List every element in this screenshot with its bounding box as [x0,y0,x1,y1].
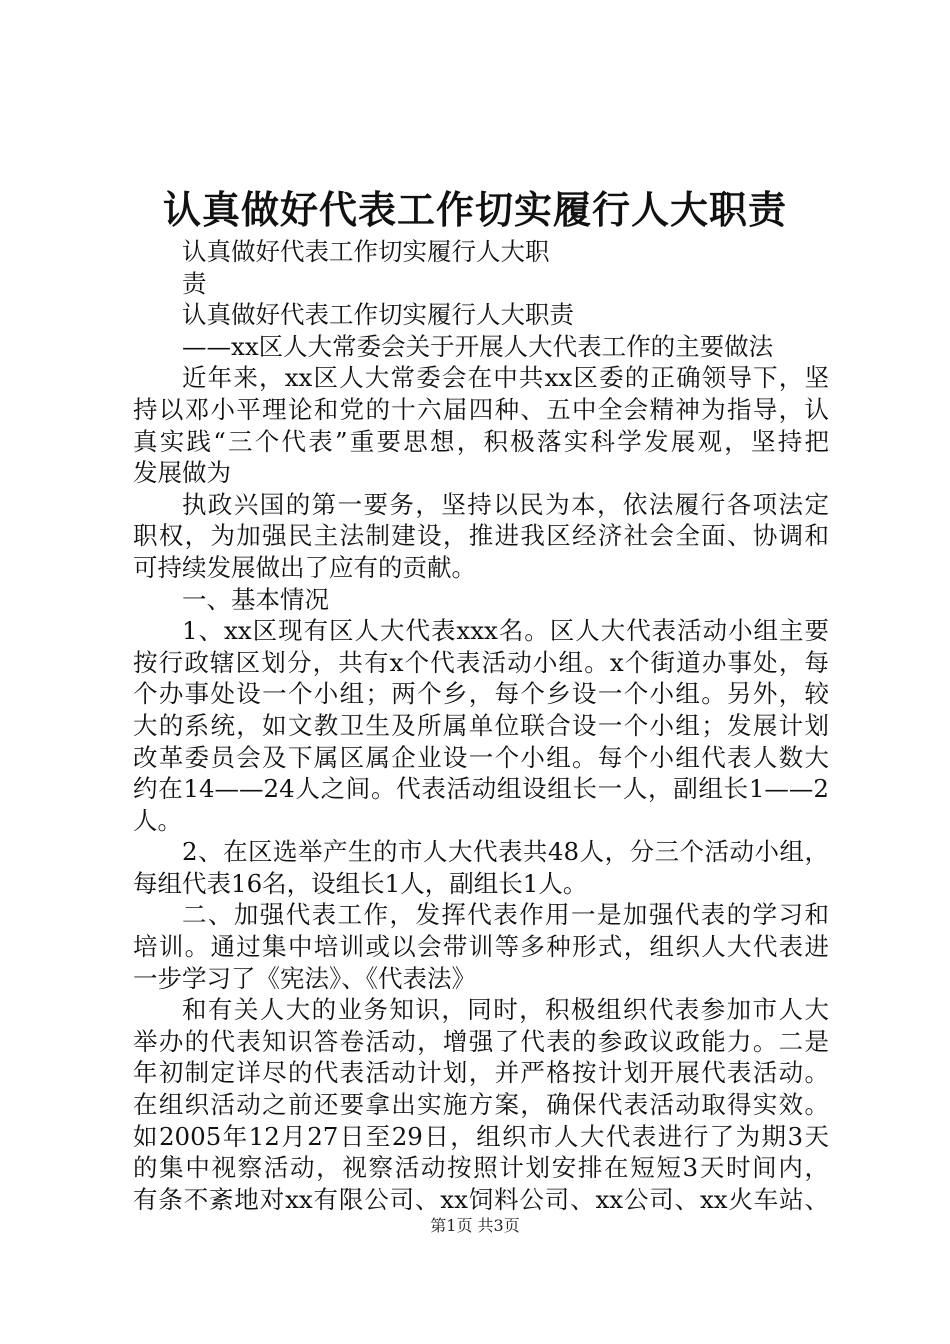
text-line: 职权，为加强民主法制建设，推进我区经济社会全面、协调和 [133,521,829,551]
page-footer: 第1页 共3页 [430,1216,520,1235]
text-line: 培训。通过集中培训或以会带训等多种形式，组织人大代表进 [133,932,829,962]
text-line: 二、加强代表工作，发挥代表作用一是加强代表的学习和 [182,900,829,930]
text-line: 真实践“三个代表”重要思想，积极落实科学发展观，坚持把 [133,426,829,456]
document-body [133,236,829,1215]
text-line: ——xx区人大常委会关于开展人大代表工作的主要做法 [182,331,774,361]
text-line: 责 [182,268,207,298]
text-line: 一步学习了《宪法》、《代表法》 [133,963,476,993]
text-line: 持以邓小平理论和党的十六届四种、五中全会精神为指导，认 [133,394,829,424]
text-line: 1、xx区现有区人大代表xxx名。区人大代表活动小组主要 [182,616,829,646]
text-line: 的集中视察活动，视察活动按照计划安排在短短3天时间内， [133,1153,829,1183]
text-line: 举办的代表知识答卷活动，增强了代表的参政议政能力。二是 [133,1026,829,1056]
text-line: 年初制定详尽的代表活动计划，并严格按计划开展代表活动。 [133,1058,829,1088]
text-line: 发展做为 [133,458,231,488]
text-line: 2、在区选举产生的市人大代表共48人，分三个活动小组， [182,837,829,867]
text-line: 一、基本情况 [182,584,329,614]
document-title: 认真做好代表工作切实履行人大职责 [162,187,787,232]
text-line: 认真做好代表工作切实履行人大职 [182,237,550,266]
text-line: 和有关人大的业务知识，同时，积极组织代表参加市人大 [182,995,829,1025]
text-line: 按行政辖区划分，共有x个代表活动小组。x个街道办事处，每 [133,647,829,677]
text-line: 人。 [133,805,182,835]
text-line: 有条不紊地对xx有限公司、xx饲料公司、xx公司、xx火车站、 [133,1184,829,1214]
text-line: 近年来，xx区人大常委会在中共xx区委的正确领导下，坚 [182,363,829,393]
text-line: 每组代表16名，设组长1人，副组长1人。 [133,868,588,898]
text-line: 可持续发展做出了应有的贡献。 [133,552,476,582]
text-line: 改革委员会及下属区属企业设一个小组。每个小组代表人数大 [133,742,829,772]
text-line: 约在14——24人之间。代表活动组设组长一人，副组长1——2 [133,774,829,804]
text-line: 认真做好代表工作切实履行人大职责 [182,300,574,330]
text-line: 大的系统，如文教卫生及所属单位联合设一个小组；发展计划 [133,710,829,740]
text-line: 执政兴国的第一要务，坚持以民为本，依法履行各项法定 [182,489,829,519]
text-line: 在组织活动之前还要拿出实施方案，确保代表活动取得实效。 [133,1090,829,1120]
text-line: 如2005年12月27日至29日，组织市人大代表进行了为期3天 [133,1121,829,1151]
text-line: 个办事处设一个小组；两个乡，每个乡设一个小组。另外，较 [133,679,829,709]
